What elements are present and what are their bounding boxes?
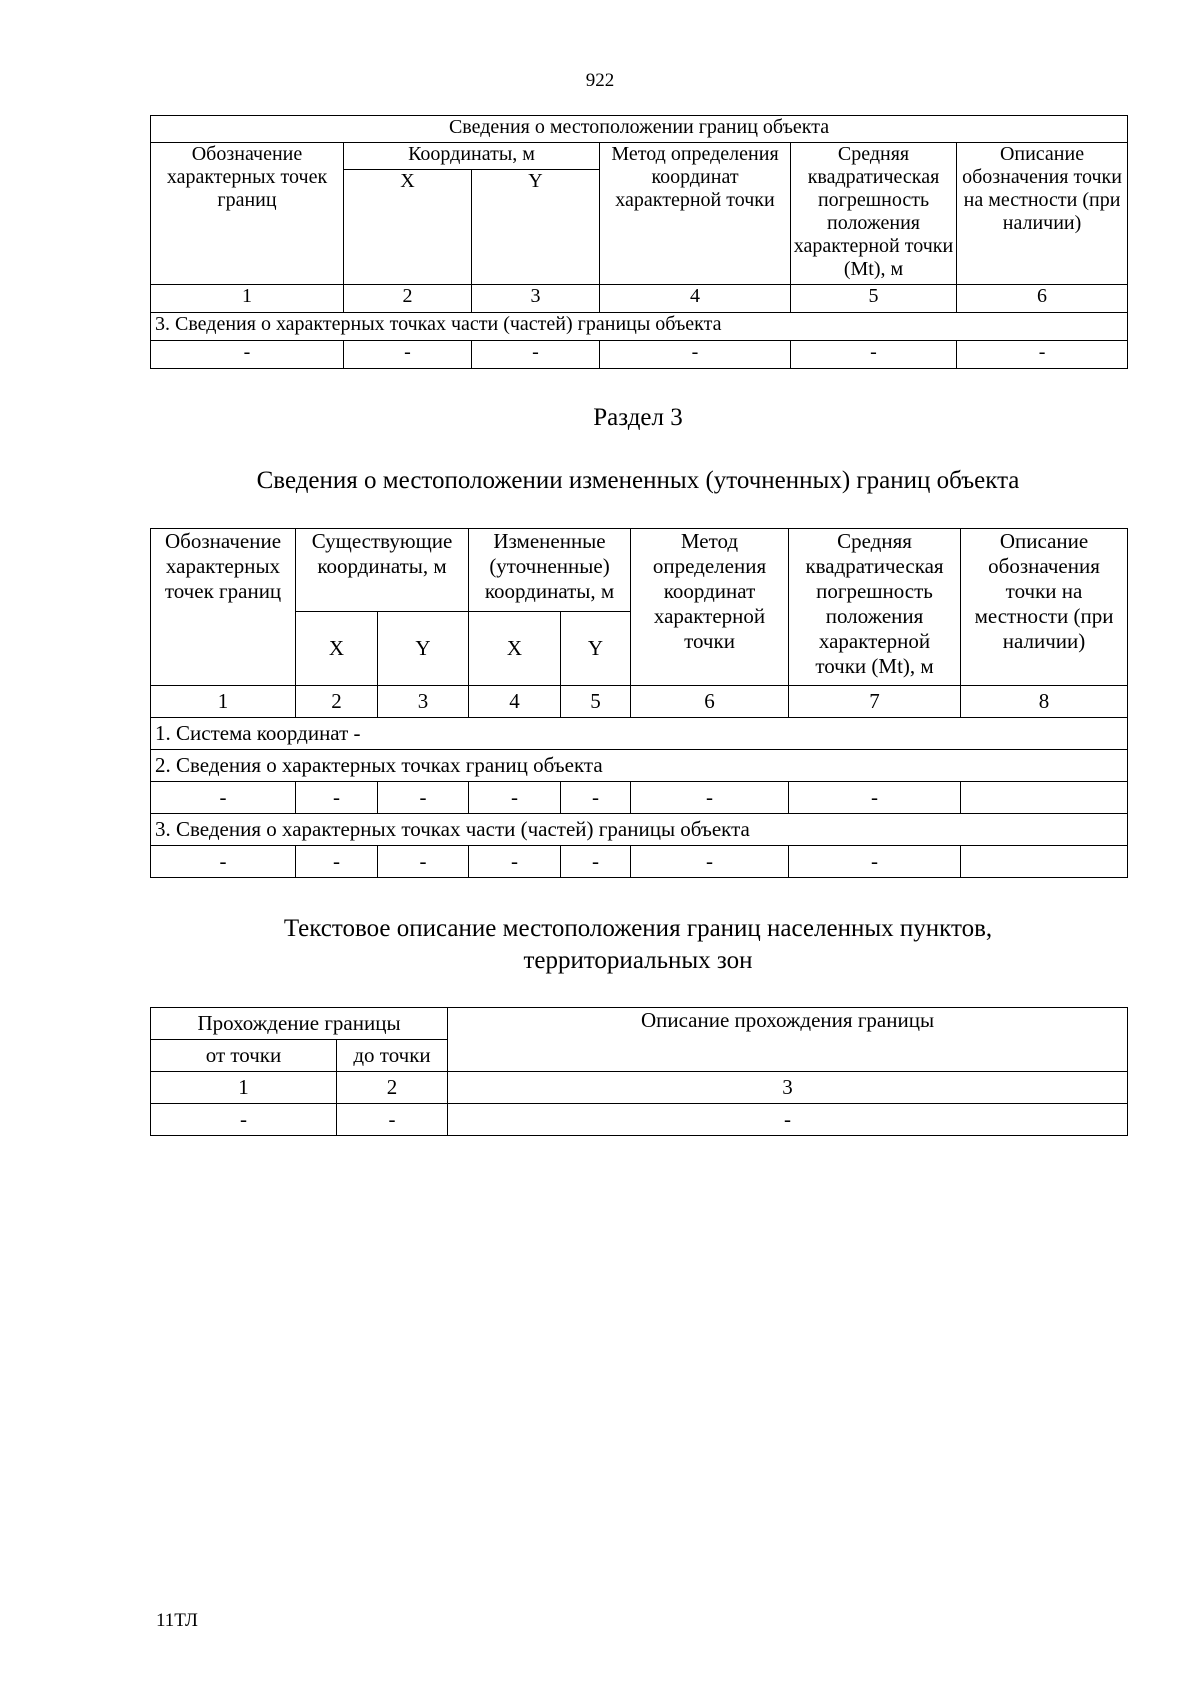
column-number: 1	[151, 686, 296, 718]
section-row-label: 2. Сведения о характерных точках границ объекта	[151, 750, 1128, 782]
column-number: 2	[337, 1072, 448, 1104]
table-cell: -	[561, 782, 631, 814]
coordinate-system-label: 1. Система координат -	[151, 718, 1128, 750]
header-passage-description: Описание прохождения границы	[448, 1008, 1128, 1072]
header-method: Метод определения координат характерной точки	[631, 529, 789, 686]
column-number: 1	[151, 1072, 337, 1104]
table-cell: -	[472, 341, 600, 369]
column-number: 5	[791, 285, 957, 313]
section-subtitle: Сведения о местоположении измененных (уточненных) границ объекта	[256, 467, 1020, 494]
table-cell: -	[561, 846, 631, 878]
text-description-title-line1: Текстовое описание местоположения границ населенных пунктов,	[283, 915, 993, 942]
section-title: Раздел 3	[593, 404, 683, 431]
header-designation: Обозначение характерных точек границ	[151, 529, 296, 686]
column-number: 3	[448, 1072, 1128, 1104]
table-cell: -	[378, 782, 469, 814]
changed-boundary-table	[150, 528, 1128, 878]
boundary-location-table	[150, 115, 1128, 369]
header-coordinates: Координаты, м	[344, 143, 600, 170]
column-number: 4	[600, 285, 791, 313]
text-description-title	[0, 913, 1200, 977]
table-cell: -	[448, 1104, 1128, 1136]
header-error: Средняя квадратическая погрешность положения характерной точки (Mt), м	[791, 143, 957, 285]
column-number: 2	[296, 686, 378, 718]
header-from-point: от точки	[151, 1040, 337, 1072]
table-cell: -	[631, 846, 789, 878]
table-cell: -	[344, 341, 472, 369]
header-y-existing: Y	[378, 612, 469, 686]
table-cell: -	[789, 782, 961, 814]
header-description: Описание обозначения точки на местности (при наличии)	[961, 529, 1128, 686]
table-cell: -	[789, 846, 961, 878]
table-cell: -	[378, 846, 469, 878]
section-row-label: 3. Сведения о характерных точках части (частей) границы объекта	[151, 313, 1128, 341]
column-number: 5	[561, 686, 631, 718]
column-number: 2	[344, 285, 472, 313]
table-cell: -	[337, 1104, 448, 1136]
column-number: 7	[789, 686, 961, 718]
section-row-label: 3. Сведения о характерных точках части (частей) границы объекта	[151, 814, 1128, 846]
table-cell: -	[631, 782, 789, 814]
column-number: 6	[957, 285, 1128, 313]
table-title: Сведения о местоположении границ объекта	[151, 116, 1128, 143]
table-cell: -	[296, 782, 378, 814]
boundary-passage-table	[150, 1007, 1128, 1136]
header-description: Описание обозначения точки на местности (при наличии)	[957, 143, 1128, 285]
column-number: 3	[378, 686, 469, 718]
table-cell: -	[296, 846, 378, 878]
page-number: 922	[585, 70, 615, 91]
footer-code: 11ТЛ	[156, 1610, 198, 1631]
column-number: 6	[631, 686, 789, 718]
table-cell: -	[151, 846, 296, 878]
header-designation: Обозначение характерных точек границ	[151, 143, 344, 285]
column-number: 4	[469, 686, 561, 718]
column-number: 3	[472, 285, 600, 313]
table-cell: -	[600, 341, 791, 369]
table-cell: -	[151, 1104, 337, 1136]
column-number: 8	[961, 686, 1128, 718]
header-x: X	[344, 170, 472, 285]
table-cell: -	[469, 846, 561, 878]
table-cell: -	[957, 341, 1128, 369]
table-cell: -	[151, 341, 344, 369]
table-cell: -	[469, 782, 561, 814]
table-cell	[961, 846, 1128, 878]
text-description-title-line2: территориальных зон	[523, 947, 753, 974]
header-existing-coordinates: Существующие координаты, м	[296, 529, 469, 612]
header-y: Y	[472, 170, 600, 285]
header-passage: Прохождение границы	[151, 1008, 448, 1040]
header-method: Метод определения координат характерной точки	[600, 143, 791, 285]
header-to-point: до точки	[337, 1040, 448, 1072]
header-error: Средняя квадратическая погрешность положения характерной точки (Mt), м	[789, 529, 961, 686]
column-number: 1	[151, 285, 344, 313]
header-changed-coordinates: Измененные (уточненные) координаты, м	[469, 529, 631, 612]
table-cell: -	[791, 341, 957, 369]
table-cell: -	[151, 782, 296, 814]
header-y-changed: Y	[561, 612, 631, 686]
header-x-existing: X	[296, 612, 378, 686]
header-x-changed: X	[469, 612, 561, 686]
table-cell	[961, 782, 1128, 814]
